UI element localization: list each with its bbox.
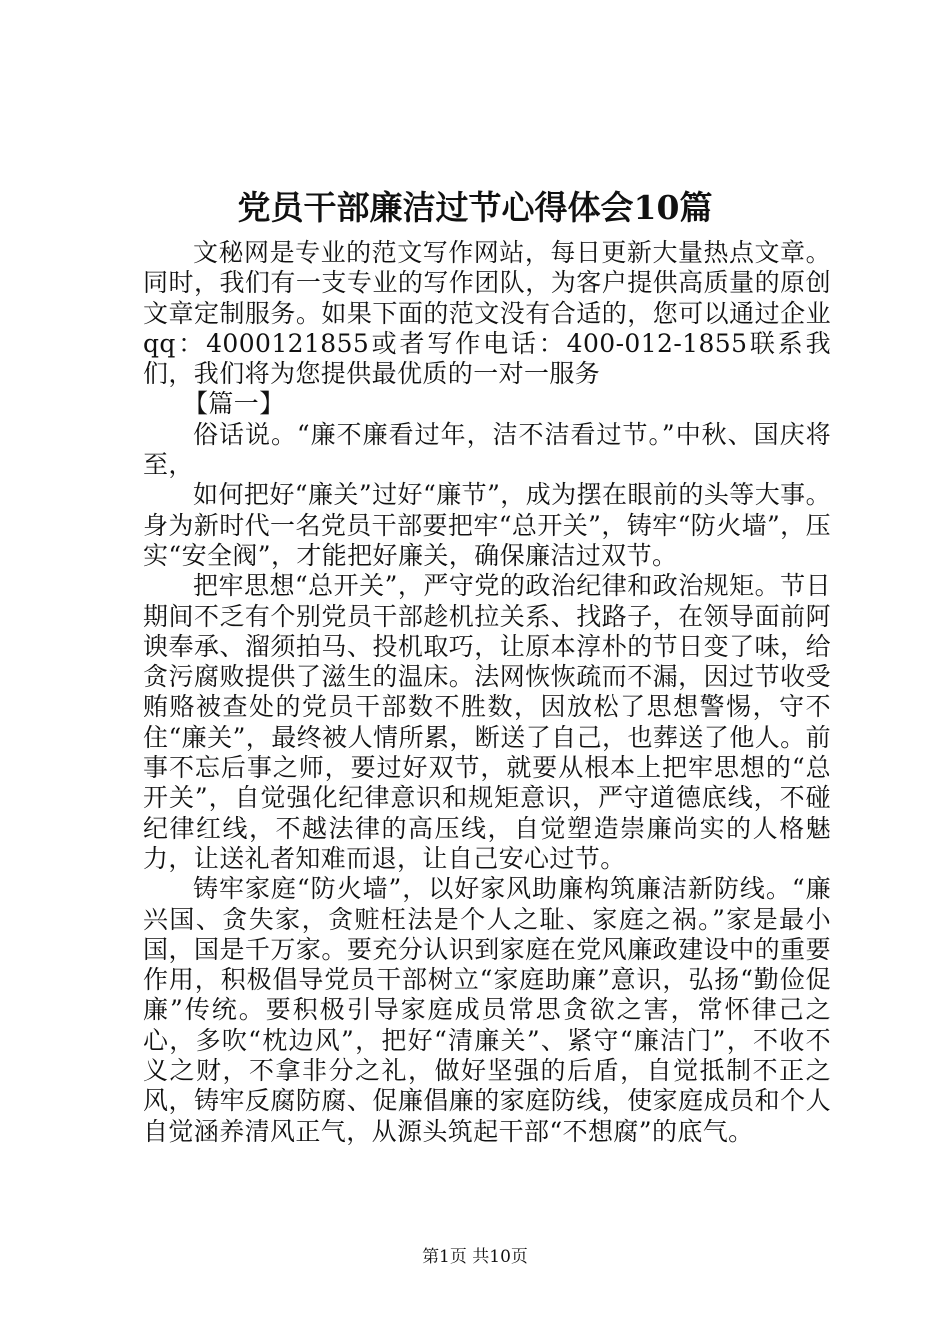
section-heading: 【篇一】 xyxy=(183,389,285,419)
body-paragraph: 把牢思想“总开关”，严守党的政治纪律和政治规矩。节日期间不乏有个别党员干部趁机拉关系、找路子，在领导面前阿谀奉承、溜须拍马、投机取巧，让原本淳朴的节日变了味，给贪污腐败提供了滋生的温床。法网恢恢疏而不漏，因过节收受贿赂被查处的党员干部数不胜数，因放松了思想警惕，守不住“廉关”，最终被人情所累，断送了自己，也葬送了他人。前事不忘后事之师，要过好双节，就要从根本上把牢思想的“总开关”，自觉强化纪律意识和规矩意识，严守道德底线，不碰纪律红线，不越法律的高压线，自觉塑造崇廉尚实的人格魅力，让送礼者知难而退，让自己安心过节。 xyxy=(143,571,831,873)
body-paragraph: 如何把好“廉关”过好“廉节”，成为摆在眼前的头等大事。身为新时代一名党员干部要把牢“总开关”，铸牢“防火墙”，压实“安全阀”，才能把好廉关，确保廉洁过双节。 xyxy=(143,480,831,570)
page-footer: 第1页 共10页 xyxy=(422,1247,528,1267)
body-paragraph: 铸牢家庭“防火墙”，以好家风助廉构筑廉洁新防线。“廉兴国、贪失家，贪赃枉法是个人之耻、家庭之祸。”家是最小国，国是千万家。要充分认识到家庭在党风廉政建设中的重要作用，积极倡导党员干部树立“家庭助廉”意识，弘扬“勤俭促廉”传统。要积极引导家庭成员常思贪欲之害，常怀律己之心，多吹“枕边风”，把好“清廉关”、紧守“廉洁门”，不收不义之财，不拿非分之礼，做好坚强的后盾，自觉抵制不正之风，铸牢反腐防腐、促廉倡廉的家庭防线，使家庭成员和个人自觉涵养清风正气，从源头筑起干部“不想腐”的底气。 xyxy=(143,874,831,1146)
document-title: 党员干部廉洁过节心得体会10篇 xyxy=(237,188,713,227)
intro-paragraph: 文秘网是专业的范文写作网站，每日更新大量热点文章。同时，我们有一支专业的写作团队，为客户提供高质量的原创文章定制服务。如果下面的范文没有合适的，您可以通过企业qq：4000121855或者写作电话：400-012-1855联系我们，我们将为您提供最优质的一对一服务 xyxy=(143,238,831,389)
body-paragraph: 俗话说。“廉不廉看过年，洁不洁看过节。”中秋、国庆将至， xyxy=(143,419,831,480)
document-body xyxy=(143,238,831,1147)
